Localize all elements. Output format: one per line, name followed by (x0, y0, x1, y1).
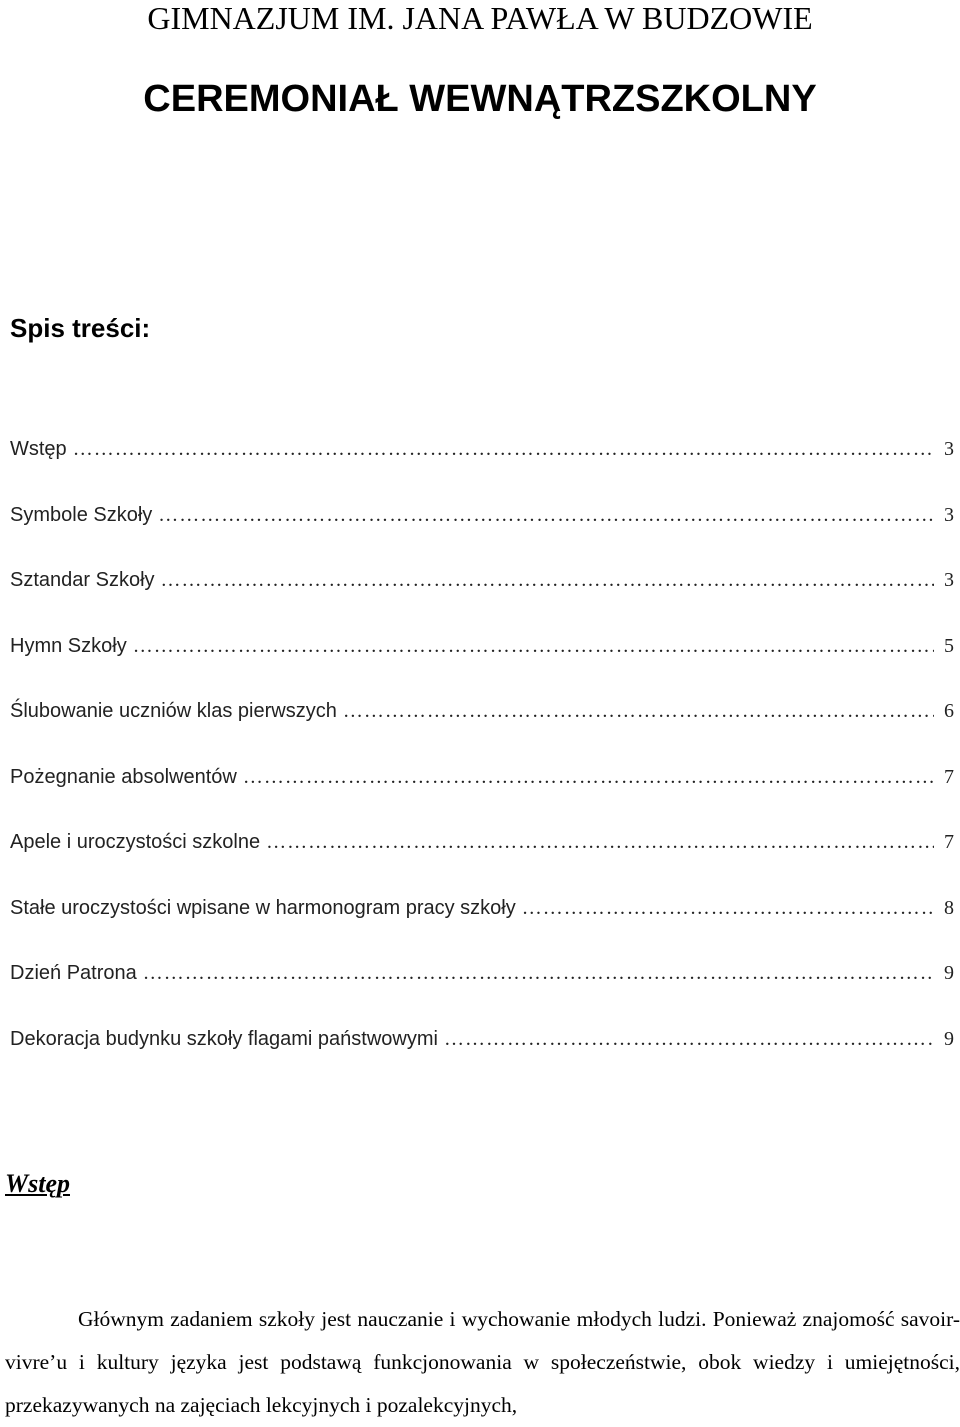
section-heading: Wstęp (5, 1169, 70, 1198)
toc-item-page: 3 (944, 438, 954, 460)
toc-item-label: Sztandar Szkoły (10, 569, 155, 591)
toc-item[interactable] (10, 635, 954, 701)
toc-item[interactable] (10, 897, 954, 963)
toc-item-page: 9 (944, 1027, 954, 1050)
toc-item-label: Ślubowanie uczniów klas pierwszych (10, 700, 337, 722)
toc-item-page: 8 (944, 896, 954, 919)
table-of-contents (10, 438, 954, 1093)
toc-dot-leader (444, 1028, 934, 1051)
toc-dot-leader (522, 897, 934, 920)
toc-dot-leader (343, 700, 934, 723)
toc-item[interactable] (10, 569, 954, 635)
toc-item[interactable] (10, 438, 954, 504)
toc-item-page: 7 (944, 765, 954, 788)
toc-heading: Spis treści: (10, 313, 151, 343)
toc-dot-leader (161, 569, 934, 592)
toc-item-page: 5 (944, 634, 954, 657)
toc-item[interactable] (10, 700, 954, 766)
toc-item-page: 9 (944, 962, 954, 984)
toc-dot-leader (243, 766, 934, 789)
toc-item-label: Stałe uroczystości wpisane w harmonogram pracy szkoły (10, 896, 516, 919)
section-paragraph: Głównym zadaniem szkoły jest nauczanie i wychowanie młodych ludzi. Ponieważ znajomość savoir- vivre’u i kultury języka jest podstawą funkcjonowania w społeczeństwie, obok wiedzy i umiejętności, przekazywanych na zajęciach lekcyjnych i pozalekcyjnych, (5, 1307, 960, 1417)
toc-dot-leader (133, 635, 934, 658)
toc-dot-leader (73, 438, 934, 461)
toc-item[interactable] (10, 766, 954, 832)
toc-item[interactable] (10, 504, 954, 570)
toc-item-label: Dekoracja budynku szkoły flagami państwowymi (10, 1027, 438, 1050)
toc-item-label: Symbole Szkoły (10, 503, 153, 526)
toc-item-label: Hymn Szkoły (10, 634, 127, 657)
toc-item-label: Dzień Patrona (10, 962, 137, 984)
toc-dot-leader (266, 831, 934, 854)
toc-dot-leader (158, 504, 934, 527)
school-name: GIMNAZJUM IM. JANA PAWŁA W BUDZOWIE (147, 0, 813, 36)
toc-item-page: 3 (944, 503, 954, 526)
toc-item-page: 7 (944, 831, 954, 853)
toc-dot-leader (143, 962, 934, 985)
toc-item-page: 3 (944, 569, 954, 591)
toc-item-label: Wstęp (10, 438, 67, 460)
toc-item-label: Apele i uroczystości szkolne (10, 831, 261, 853)
toc-item-page: 6 (944, 700, 954, 722)
toc-item[interactable] (10, 962, 954, 1028)
document-title: CEREMONIAŁ WEWNĄTRZSZKOLNY (143, 78, 817, 120)
toc-item-label: Pożegnanie absolwentów (10, 765, 237, 788)
toc-item[interactable] (10, 1028, 954, 1094)
toc-item[interactable] (10, 831, 954, 897)
